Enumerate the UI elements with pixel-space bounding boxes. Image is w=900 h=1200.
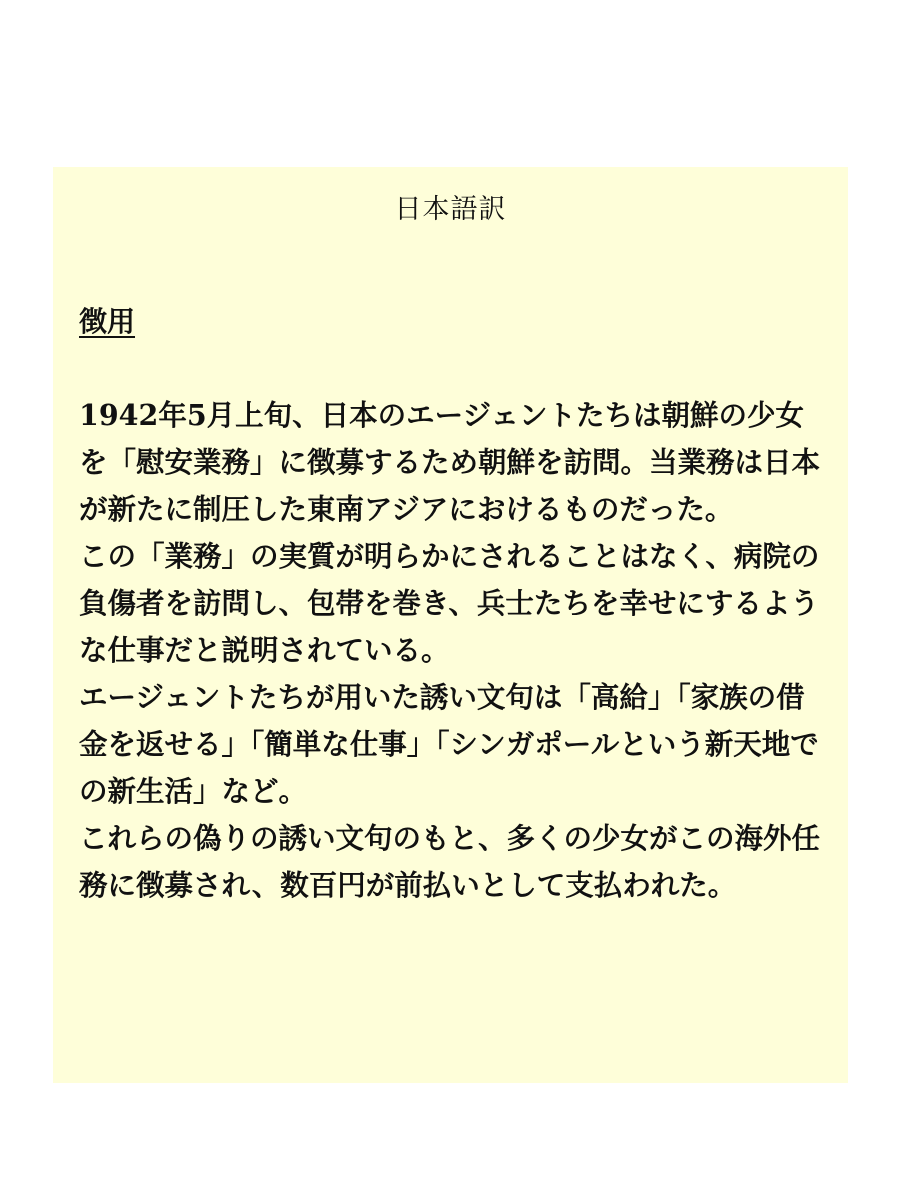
translation-panel — [53, 167, 848, 1083]
paragraph: 1942年5月上旬、日本のエージェントたちは朝鮮の少女を「慰安業務」に徴募するため朝鮮を訪問。当業務は日本が新たに制圧した東南アジアにおけるものだった。 — [79, 398, 821, 526]
section-heading: 徴用 — [79, 305, 136, 338]
paragraph: エージェントたちが用いた誘い文句は「高給」「家族の借金を返せる」「簡単な仕事」「シンガポールという新天地での新生活」など。 — [79, 680, 819, 808]
body-text — [79, 392, 824, 909]
paragraph: これらの偽りの誘い文句のもと、多くの少女がこの海外任務に徴募され、数百円が前払いとして支払われた。 — [79, 821, 821, 902]
paragraph: この「業務」の実質が明らかにされることはなく、病院の負傷者を訪問し、包帯を巻き、兵士たちを幸せにするような仕事だと説明されている。 — [79, 539, 820, 667]
panel-title: 日本語訳 — [394, 194, 507, 225]
